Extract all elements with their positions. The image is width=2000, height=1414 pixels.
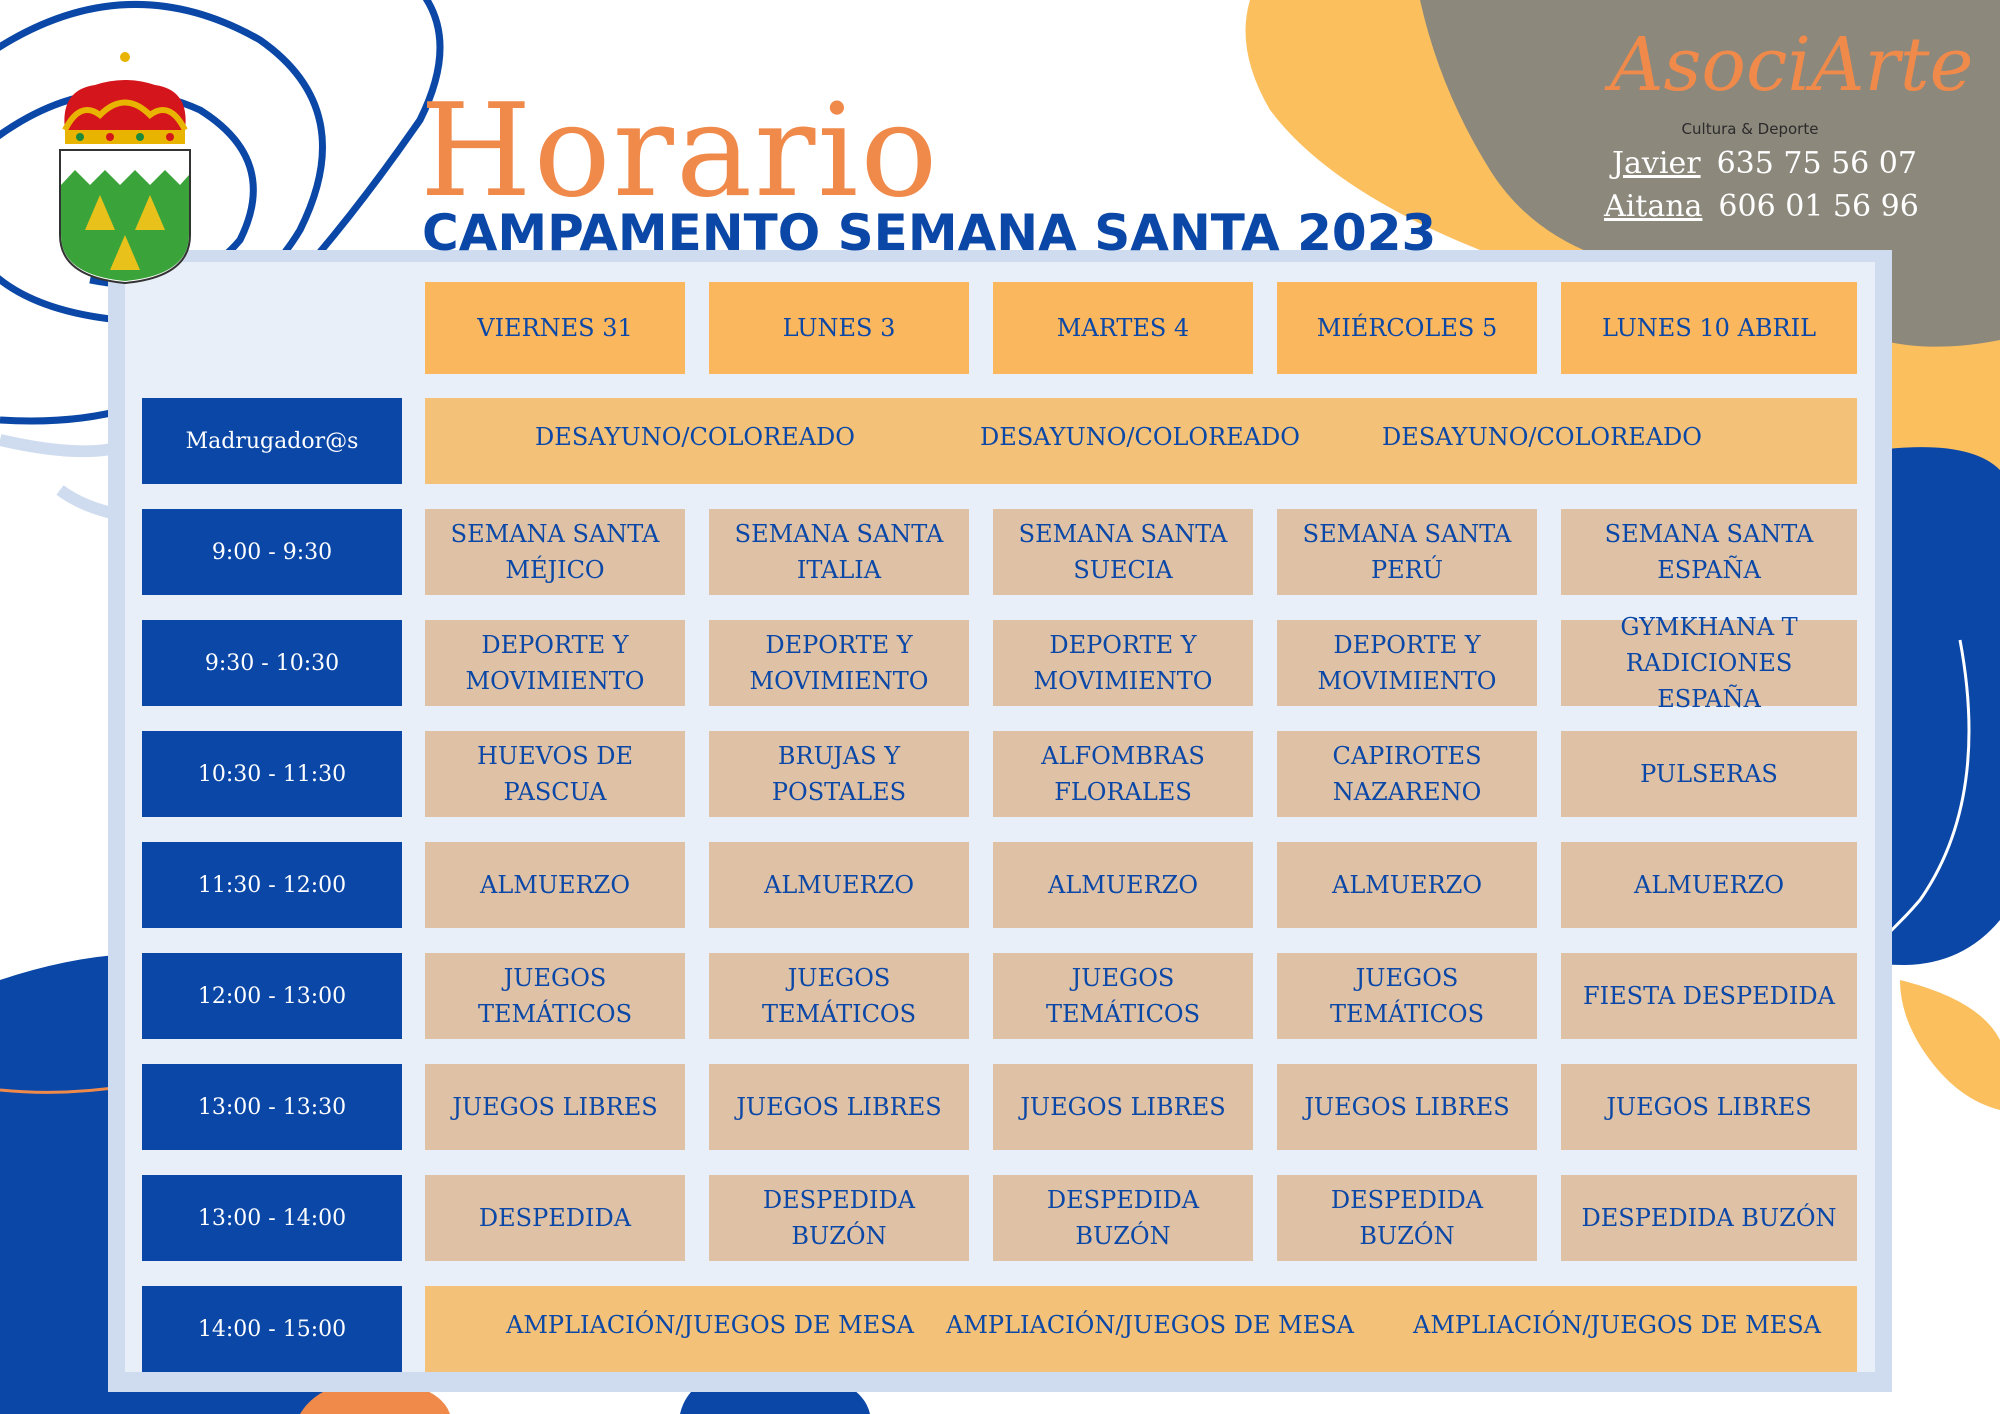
activity-cell: JUEGOS LIBRES	[1561, 1064, 1857, 1150]
activity-cell: ALFOMBRAS FLORALES	[993, 731, 1253, 817]
activity-cell: ALMUERZO	[993, 842, 1253, 928]
activity-cell: PULSERAS	[1561, 731, 1857, 817]
early-activity: DESAYUNO/COLOREADO	[980, 423, 1300, 451]
activity-cell: JUEGOS LIBRES	[993, 1064, 1253, 1150]
activity-cell: CAPIROTES NAZARENO	[1277, 731, 1537, 817]
day-header: MARTES 4	[993, 282, 1253, 374]
activity-cell: SEMANA SANTA ESPAÑA	[1561, 509, 1857, 595]
activity-cell: JUEGOS LIBRES	[1277, 1064, 1537, 1150]
page-subtitle: CAMPAMENTO SEMANA SANTA 2023	[422, 204, 1437, 262]
logo-tagline: Cultura & Deporte	[1681, 120, 1819, 138]
contact-phone: 606 01 56 96	[1718, 189, 1919, 224]
day-header: VIERNES 31	[425, 282, 685, 374]
activity-cell: DESPEDIDA BUZÓN	[709, 1175, 969, 1261]
early-activity: DESAYUNO/COLOREADO	[1382, 423, 1702, 451]
activity-cell: DESPEDIDA BUZÓN	[1561, 1175, 1857, 1261]
time-label: 14:00 - 15:00	[142, 1286, 402, 1372]
logo-name: AsociArte	[1610, 22, 1974, 108]
activity-cell: DEPORTE Y MOVIMIENTO	[425, 620, 685, 706]
activity-cell: DESPEDIDA BUZÓN	[1277, 1175, 1537, 1261]
activity-cell: DESPEDIDA BUZÓN	[993, 1175, 1253, 1261]
time-label: 13:00 - 13:30	[142, 1064, 402, 1150]
contact-name: Aitana	[1604, 189, 1703, 224]
activity-cell: JUEGOS TEMÁTICOS	[709, 953, 969, 1039]
activity-cell: JUEGOS LIBRES	[709, 1064, 969, 1150]
time-label: 9:00 - 9:30	[142, 509, 402, 595]
activity-cell: ALMUERZO	[709, 842, 969, 928]
day-header: MIÉRCOLES 5	[1277, 282, 1537, 374]
activity-cell: DEPORTE Y MOVIMIENTO	[709, 620, 969, 706]
contact-name: Javier	[1612, 146, 1701, 181]
activity-cell: JUEGOS TEMÁTICOS	[993, 953, 1253, 1039]
activity-cell: SEMANA SANTA ITALIA	[709, 509, 969, 595]
time-label: 12:00 - 13:00	[142, 953, 402, 1039]
time-label: 10:30 - 11:30	[142, 731, 402, 817]
activity-cell: SEMANA SANTA SUECIA	[993, 509, 1253, 595]
contact-phone: 635 75 56 07	[1716, 146, 1917, 181]
time-label: Madrugador@s	[142, 398, 402, 484]
activity-cell: SEMANA SANTA PERÚ	[1277, 509, 1537, 595]
activity-cell: DEPORTE Y MOVIMIENTO	[1277, 620, 1537, 706]
time-label: 9:30 - 10:30	[142, 620, 402, 706]
activity-cell: ALMUERZO	[1277, 842, 1537, 928]
late-activity: AMPLIACIÓN/JUEGOS DE MESA	[946, 1311, 1354, 1339]
time-label: 13:00 - 14:00	[142, 1175, 402, 1261]
activity-cell: JUEGOS LIBRES	[425, 1064, 685, 1150]
early-activity: DESAYUNO/COLOREADO	[535, 423, 855, 451]
activity-cell: JUEGOS TEMÁTICOS	[425, 953, 685, 1039]
page-title: Horario	[420, 77, 940, 226]
late-activity: AMPLIACIÓN/JUEGOS DE MESA	[1413, 1311, 1821, 1339]
time-label: 11:30 - 12:00	[142, 842, 402, 928]
day-header: LUNES 3	[709, 282, 969, 374]
day-header: LUNES 10 ABRIL	[1561, 282, 1857, 374]
late-activity: AMPLIACIÓN/JUEGOS DE MESA	[506, 1311, 914, 1339]
activity-cell: DESPEDIDA	[425, 1175, 685, 1261]
activity-cell: ALMUERZO	[425, 842, 685, 928]
activity-cell: FIESTA DESPEDIDA	[1561, 953, 1857, 1039]
activity-cell: BRUJAS Y POSTALES	[709, 731, 969, 817]
activity-cell: SEMANA SANTA MÉJICO	[425, 509, 685, 595]
activity-cell: DEPORTE Y MOVIMIENTO	[993, 620, 1253, 706]
activity-cell: JUEGOS TEMÁTICOS	[1277, 953, 1537, 1039]
activity-cell: GYMKHANA T RADICIONES ESPAÑA	[1561, 620, 1857, 706]
activity-cell: HUEVOS DE PASCUA	[425, 731, 685, 817]
activity-cell: ALMUERZO	[1561, 842, 1857, 928]
